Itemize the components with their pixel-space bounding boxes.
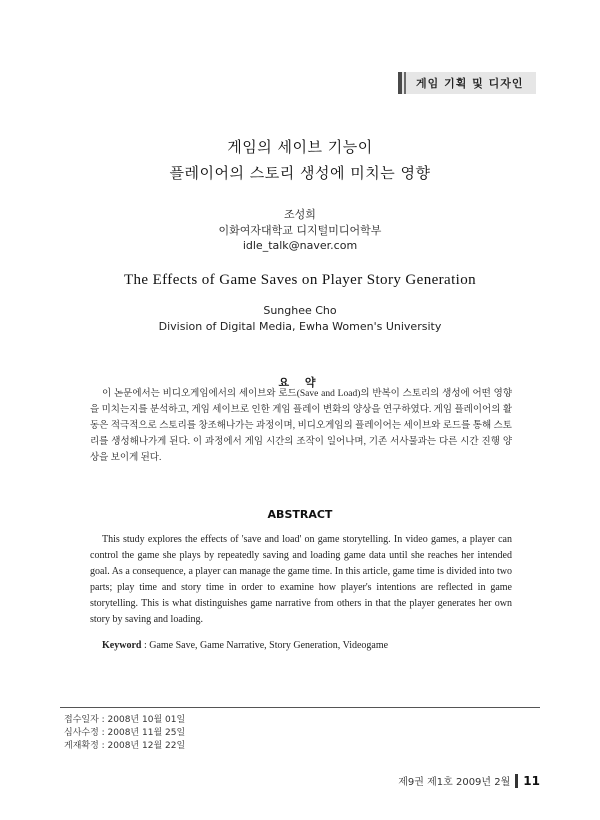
author-affiliation-kr: 이화여자대학교 디지털미디어학부: [218, 224, 382, 237]
section-label: 게임 기획 및 디자인: [416, 77, 524, 90]
header-accent-bar: [398, 72, 402, 94]
accepted-date: 게재확정 : 2008년 12월 22일: [64, 741, 186, 751]
revised-date: 심사수정 : 2008년 11월 25일: [64, 728, 186, 738]
keyword-text: : Game Save, Game Narrative, Story Generation, Videogame: [141, 640, 389, 651]
title-kr-line1: 게임의 세이브 기능이: [227, 138, 373, 156]
keyword-label: Keyword: [102, 640, 142, 651]
footnote-divider: [60, 707, 540, 708]
keyword-line: [102, 640, 522, 651]
author-email: idle_talk@naver.com: [242, 239, 358, 252]
section-header-tag: [398, 72, 536, 94]
author-name-kr: 조성희: [284, 208, 316, 221]
abstract-heading: ABSTRACT: [267, 508, 333, 521]
header-accent-bar-thin: [404, 72, 406, 94]
author-name-en: Sunghee Cho: [263, 304, 337, 317]
title-en: The Effects of Game Saves on Player Story Generation: [123, 272, 477, 288]
page-number: 11: [523, 773, 540, 788]
footer-separator: [515, 774, 518, 788]
title-kr-line2: 플레이어의 스토리 생성에 미치는 영향: [169, 164, 431, 182]
journal-issue: 제9권 제1호 2009년 2월: [398, 777, 511, 788]
page-footer: [398, 773, 540, 788]
received-date: 접수일자 : 2008년 10월 01일: [64, 715, 186, 725]
summary-heading: 요 약: [278, 376, 322, 389]
summary-body: 이 논문에서는 비디오게임에서의 세이브와 로드(Save and Load)의 반복이 스토리의 생성에 어떤 영향을 미치는지를 분석하고, 게임 세이브로 인한 게임 플레이 변화의 양상을 연구하였다. 게임 플레이어의 활동은 적극적으로 스토리를 창조해나가는 과정이며, 비디오게임의 플레이어는 세이브와 로드를 통해 스토리를 생성해나가게 된다. 이 과정에서 게임 시간의 조작이 일어나며, 기존 서사물과는 다른 시간 진행 양상을 보이게 된다.: [90, 389, 512, 463]
author-affiliation-en: Division of Digital Media, Ewha Women's University: [158, 320, 442, 333]
abstract-body: This study explores the effects of 'save and load' on game storytelling. In video games, a player can control the game she plays by repeatedly saving and loading game data until she reaches her intended goal. As a consequence, a player can manage the game time. In this article, game time is divided into two parts; play time and story time in order to examine how player's intentions are reflected in game storytelling. This is what distinguishes game narrative from others in that the player generates her own story by saving and loading.: [90, 534, 512, 625]
